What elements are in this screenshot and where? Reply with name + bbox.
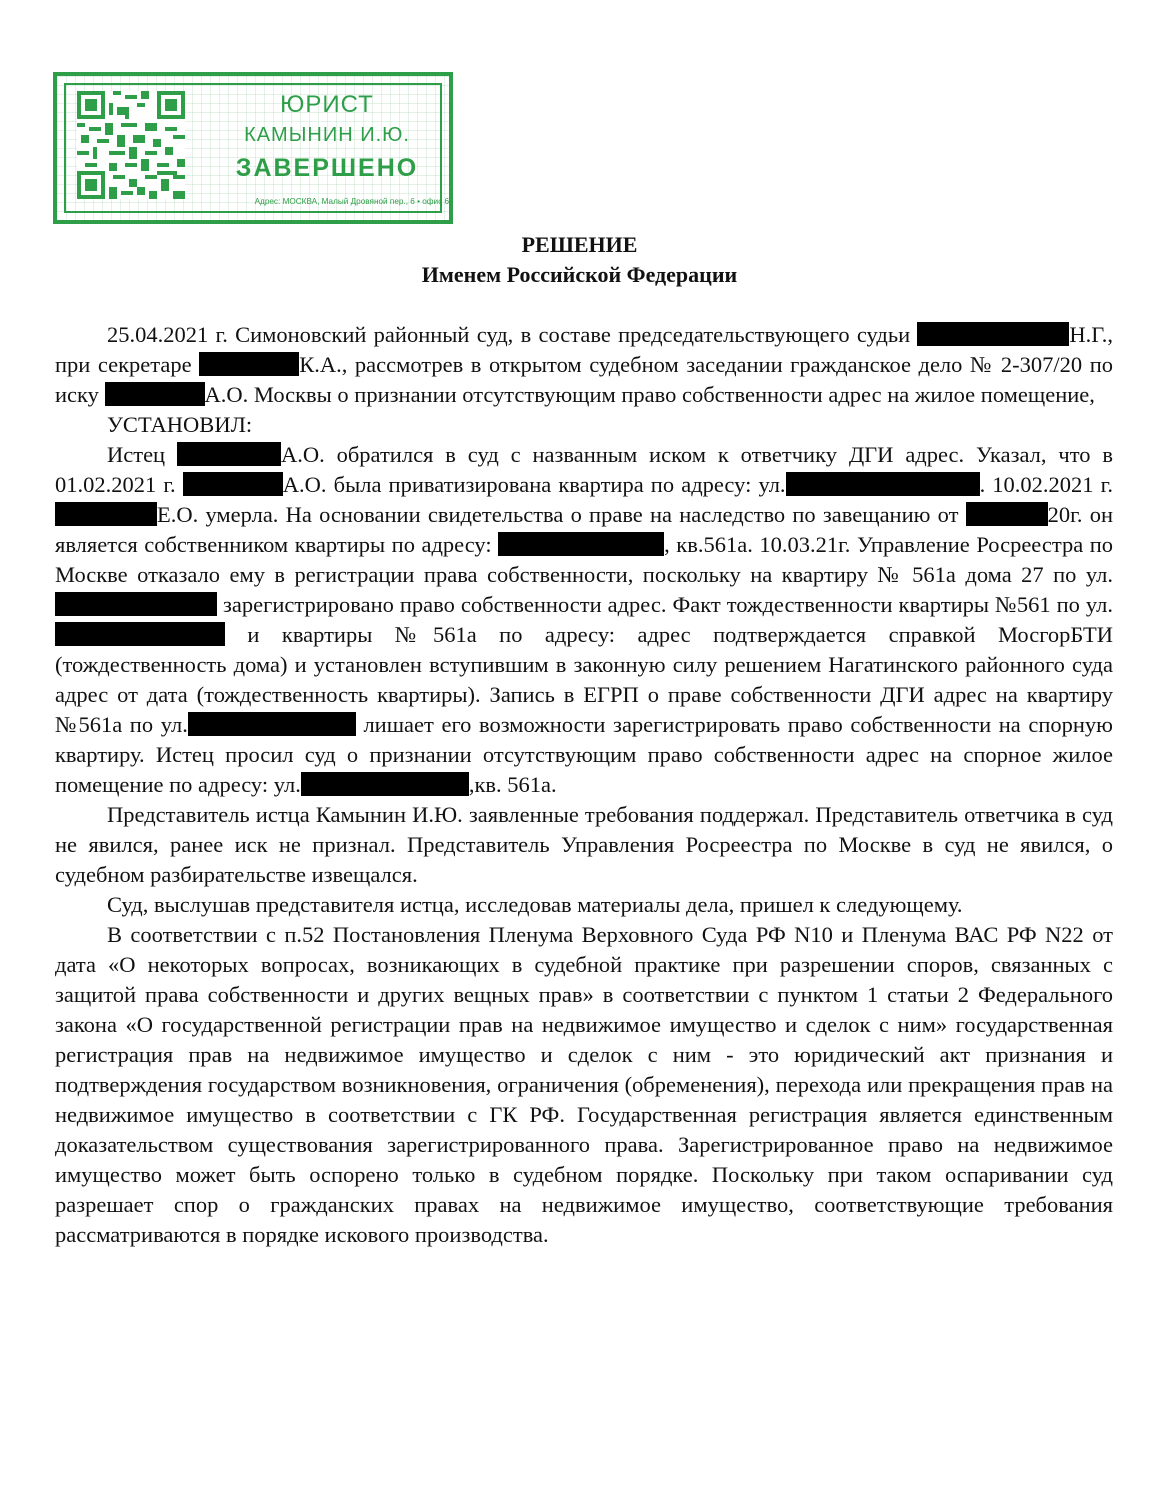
lawyer-stamp — [53, 72, 453, 224]
p2-a: Истец — [107, 442, 177, 467]
document-subtitle: Именем Российской Федерации — [421, 262, 738, 287]
p1-a: 25.04.2021 г. Симоновский районный суд, в составе председательствующего судьи — [107, 322, 918, 347]
p2-c: А.О. была приватизирована квартира по адресу: ул. — [282, 472, 786, 497]
p1-b: Н.Г., при секретаре — [55, 322, 1113, 377]
redaction-box — [177, 442, 281, 466]
redaction-box — [917, 322, 1069, 346]
redaction-box — [301, 772, 469, 796]
stamp-line-lawyer: ЮРИСТ — [280, 91, 374, 118]
p1-c: К.А., рассмотрев в открытом судебном заседании гражданское дело № 2-307/20 по иску — [55, 352, 1113, 407]
redaction-box — [55, 502, 157, 526]
p2-g: , кв.561а. 10.03.21г. Управление Росреестра по Москве отказало ему в регистрации права собственности, поскольку на квартиру № 561а дома 27 по ул. — [55, 532, 1114, 587]
redaction-box — [183, 472, 283, 496]
redaction-box — [188, 712, 356, 736]
redaction-box — [55, 592, 217, 616]
claim-paragraph — [55, 440, 1113, 800]
p1-d: А.О. Москвы о признании отсутствующим право собственности адрес на жилое помещение, — [204, 382, 1095, 407]
established-heading: УСТАНОВИЛ: — [107, 412, 253, 437]
document-title: РЕШЕНИЕ — [521, 232, 638, 257]
p2-d: . 10.02.2021 г. — [979, 472, 1113, 497]
p2-k: ,кв. 561а. — [468, 772, 557, 797]
p2-b: А.О. обратился в суд с названным иском к ответчику ДГИ адрес. Указал, что в 01.02.2021 г. — [55, 442, 1113, 497]
redaction-box — [105, 382, 205, 406]
redaction-box — [55, 622, 225, 646]
p2-i: и квартиры №561а по адресу: адрес подтверждается справкой МосгорБТИ (тождественность дома) и установлен вступившим в законную силу решением Нагатинского районного суда адрес от дата (тождественность квартиры). Запись в ЕГРП о праве собственности ДГИ адрес на квартиру №561а по ул. — [55, 622, 1113, 737]
p2-e: Е.О. умерла. На основании свидетельства о праве на наследство по завещанию от — [157, 502, 966, 527]
stamp-line-status: ЗАВЕРШЕНО — [235, 154, 419, 182]
p2-h: зарегистрировано право собственности адрес. Факт тождественности квартиры №561 по ул. — [217, 592, 1113, 617]
document-body — [55, 320, 1113, 1250]
p2-j: лишает его возможности зарегистрировать право собственности на спорную квартиру. Истец просил суд о признании отсутствующим право собственности адрес на спорное жилое помещение по адресу: ул. — [55, 712, 1113, 797]
p2-f: 20г. он является собственником квартиры по адресу: — [55, 502, 1113, 557]
stamp-address: Адрес: МОСКВА, Малый Дровяной пер., 6 • офис 6 — [254, 197, 449, 206]
qr-code-icon — [77, 91, 185, 199]
legal-basis-paragraph: В соответствии с п.52 Постановления Пленума Верховного Суда РФ N10 и Пленума ВАС РФ N22 от дата «О некоторых вопросах, возникающих в судебной практике при разрешении споров, связанных с защитой права собственности и других вещных прав» в соответствии с пунктом 1 статьи 2 Федерального закона «О государственной регистрации прав на недвижимое имущество и сделок с ним» государственная регистрация прав на недвижимое имущество и сделок с ним - это юридический акт признания и подтверждения государством возникновения, ограничения (обременения), перехода или прекращения прав на недвижимое имущество в соответствии с ГК РФ. Государственная регистрация является единственным доказательством существования зарегистрированного права. Зарегистрированное право на недвижимое имущество может быть оспорено только в судебном порядке. Поскольку при таком оспаривании суд разрешает спор о гражданских правах на недвижимое имущество, соответствующие требования рассматриваются в порядке искового производства. — [55, 922, 1113, 1247]
redaction-box — [498, 532, 664, 556]
representatives-paragraph: Представитель истца Камынин И.Ю. заявленные требования поддержал. Представитель ответчика в суд не явился, ранее иск не признал. Представитель Управления Росреестра по Москве в суд не явился, о судебном разбирательстве извещался. — [55, 802, 1113, 887]
redaction-box — [786, 472, 980, 496]
redaction-box — [199, 352, 299, 376]
intro-paragraph — [55, 320, 1113, 410]
redaction-box — [966, 502, 1048, 526]
court-finding-paragraph: Суд, выслушав представителя истца, исследовав материалы дела, пришел к следующему. — [107, 892, 963, 917]
stamp-line-name: КАМЫНИН И.Ю. — [244, 124, 410, 146]
